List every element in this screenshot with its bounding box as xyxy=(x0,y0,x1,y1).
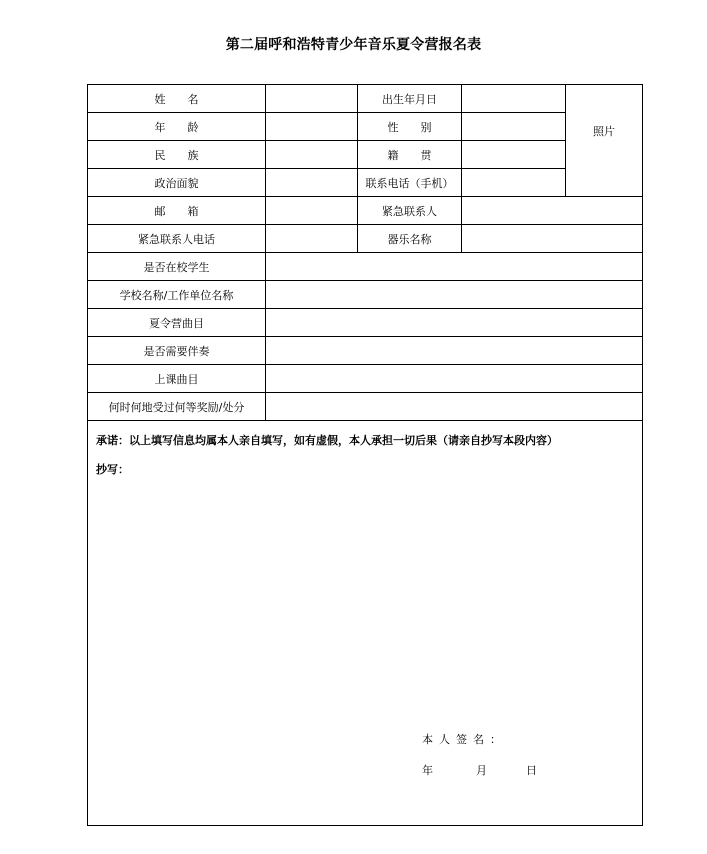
day-label: 日 xyxy=(526,764,537,777)
photo-label: 照片 xyxy=(593,125,615,138)
birth-date-input[interactable] xyxy=(462,85,566,113)
email-input[interactable] xyxy=(266,197,358,225)
label-ethnicity: 民 族 xyxy=(88,141,266,169)
form-title: 第二届呼和浩特青少年音乐夏令营报名表 xyxy=(225,37,482,53)
instrument-input[interactable] xyxy=(462,225,643,253)
label-name: 姓 名 xyxy=(88,85,266,113)
photo-box[interactable] xyxy=(566,85,643,197)
camp-piece-input[interactable] xyxy=(266,309,643,337)
label-emergency-contact: 紧急联系人 xyxy=(358,197,462,225)
label-native-place: 籍 贯 xyxy=(358,141,462,169)
label-camp-piece: 夏令营曲目 xyxy=(88,309,266,337)
age-input[interactable] xyxy=(266,113,358,141)
accompaniment-input[interactable] xyxy=(266,337,643,365)
year-label: 年 xyxy=(422,764,433,777)
signature-label: 本人签名： xyxy=(422,733,507,746)
gender-input[interactable] xyxy=(462,113,566,141)
in-school-input[interactable] xyxy=(266,253,643,281)
label-awards: 何时何地受过何等奖励/处分 xyxy=(88,393,266,421)
awards-input[interactable] xyxy=(266,393,643,421)
label-political-status: 政治面貌 xyxy=(88,169,266,197)
label-emergency-phone: 紧急联系人电话 xyxy=(88,225,266,253)
signature-date xyxy=(422,762,537,778)
native-place-input[interactable] xyxy=(462,141,566,169)
label-school-name: 学校名称/工作单位名称 xyxy=(88,281,266,309)
school-name-input[interactable] xyxy=(266,281,643,309)
label-email: 邮 箱 xyxy=(88,197,266,225)
ethnicity-input[interactable] xyxy=(266,141,358,169)
pledge-text: 承诺：以上填写信息均属本人亲自填写，如有虚假，本人承担一切后果（请亲自抄写本段内容） xyxy=(96,434,558,447)
label-instrument: 器乐名称 xyxy=(358,225,462,253)
label-accompaniment: 是否需要伴奏 xyxy=(88,337,266,365)
phone-input[interactable] xyxy=(462,169,566,197)
label-birth-date: 出生年月日 xyxy=(358,85,462,113)
label-in-school: 是否在校学生 xyxy=(88,253,266,281)
label-gender: 性 别 xyxy=(358,113,462,141)
month-label: 月 xyxy=(476,764,487,777)
political-status-input[interactable] xyxy=(266,169,358,197)
name-input[interactable] xyxy=(266,85,358,113)
label-lesson-piece: 上课曲目 xyxy=(88,365,266,393)
registration-form-table xyxy=(87,84,643,826)
copy-label: 抄写： xyxy=(96,463,129,476)
label-age: 年 龄 xyxy=(88,113,266,141)
emergency-contact-input[interactable] xyxy=(462,197,643,225)
emergency-phone-input[interactable] xyxy=(266,225,358,253)
lesson-piece-input[interactable] xyxy=(266,365,643,393)
label-phone: 联系电话（手机） xyxy=(358,169,462,197)
pledge-section[interactable] xyxy=(88,421,643,826)
